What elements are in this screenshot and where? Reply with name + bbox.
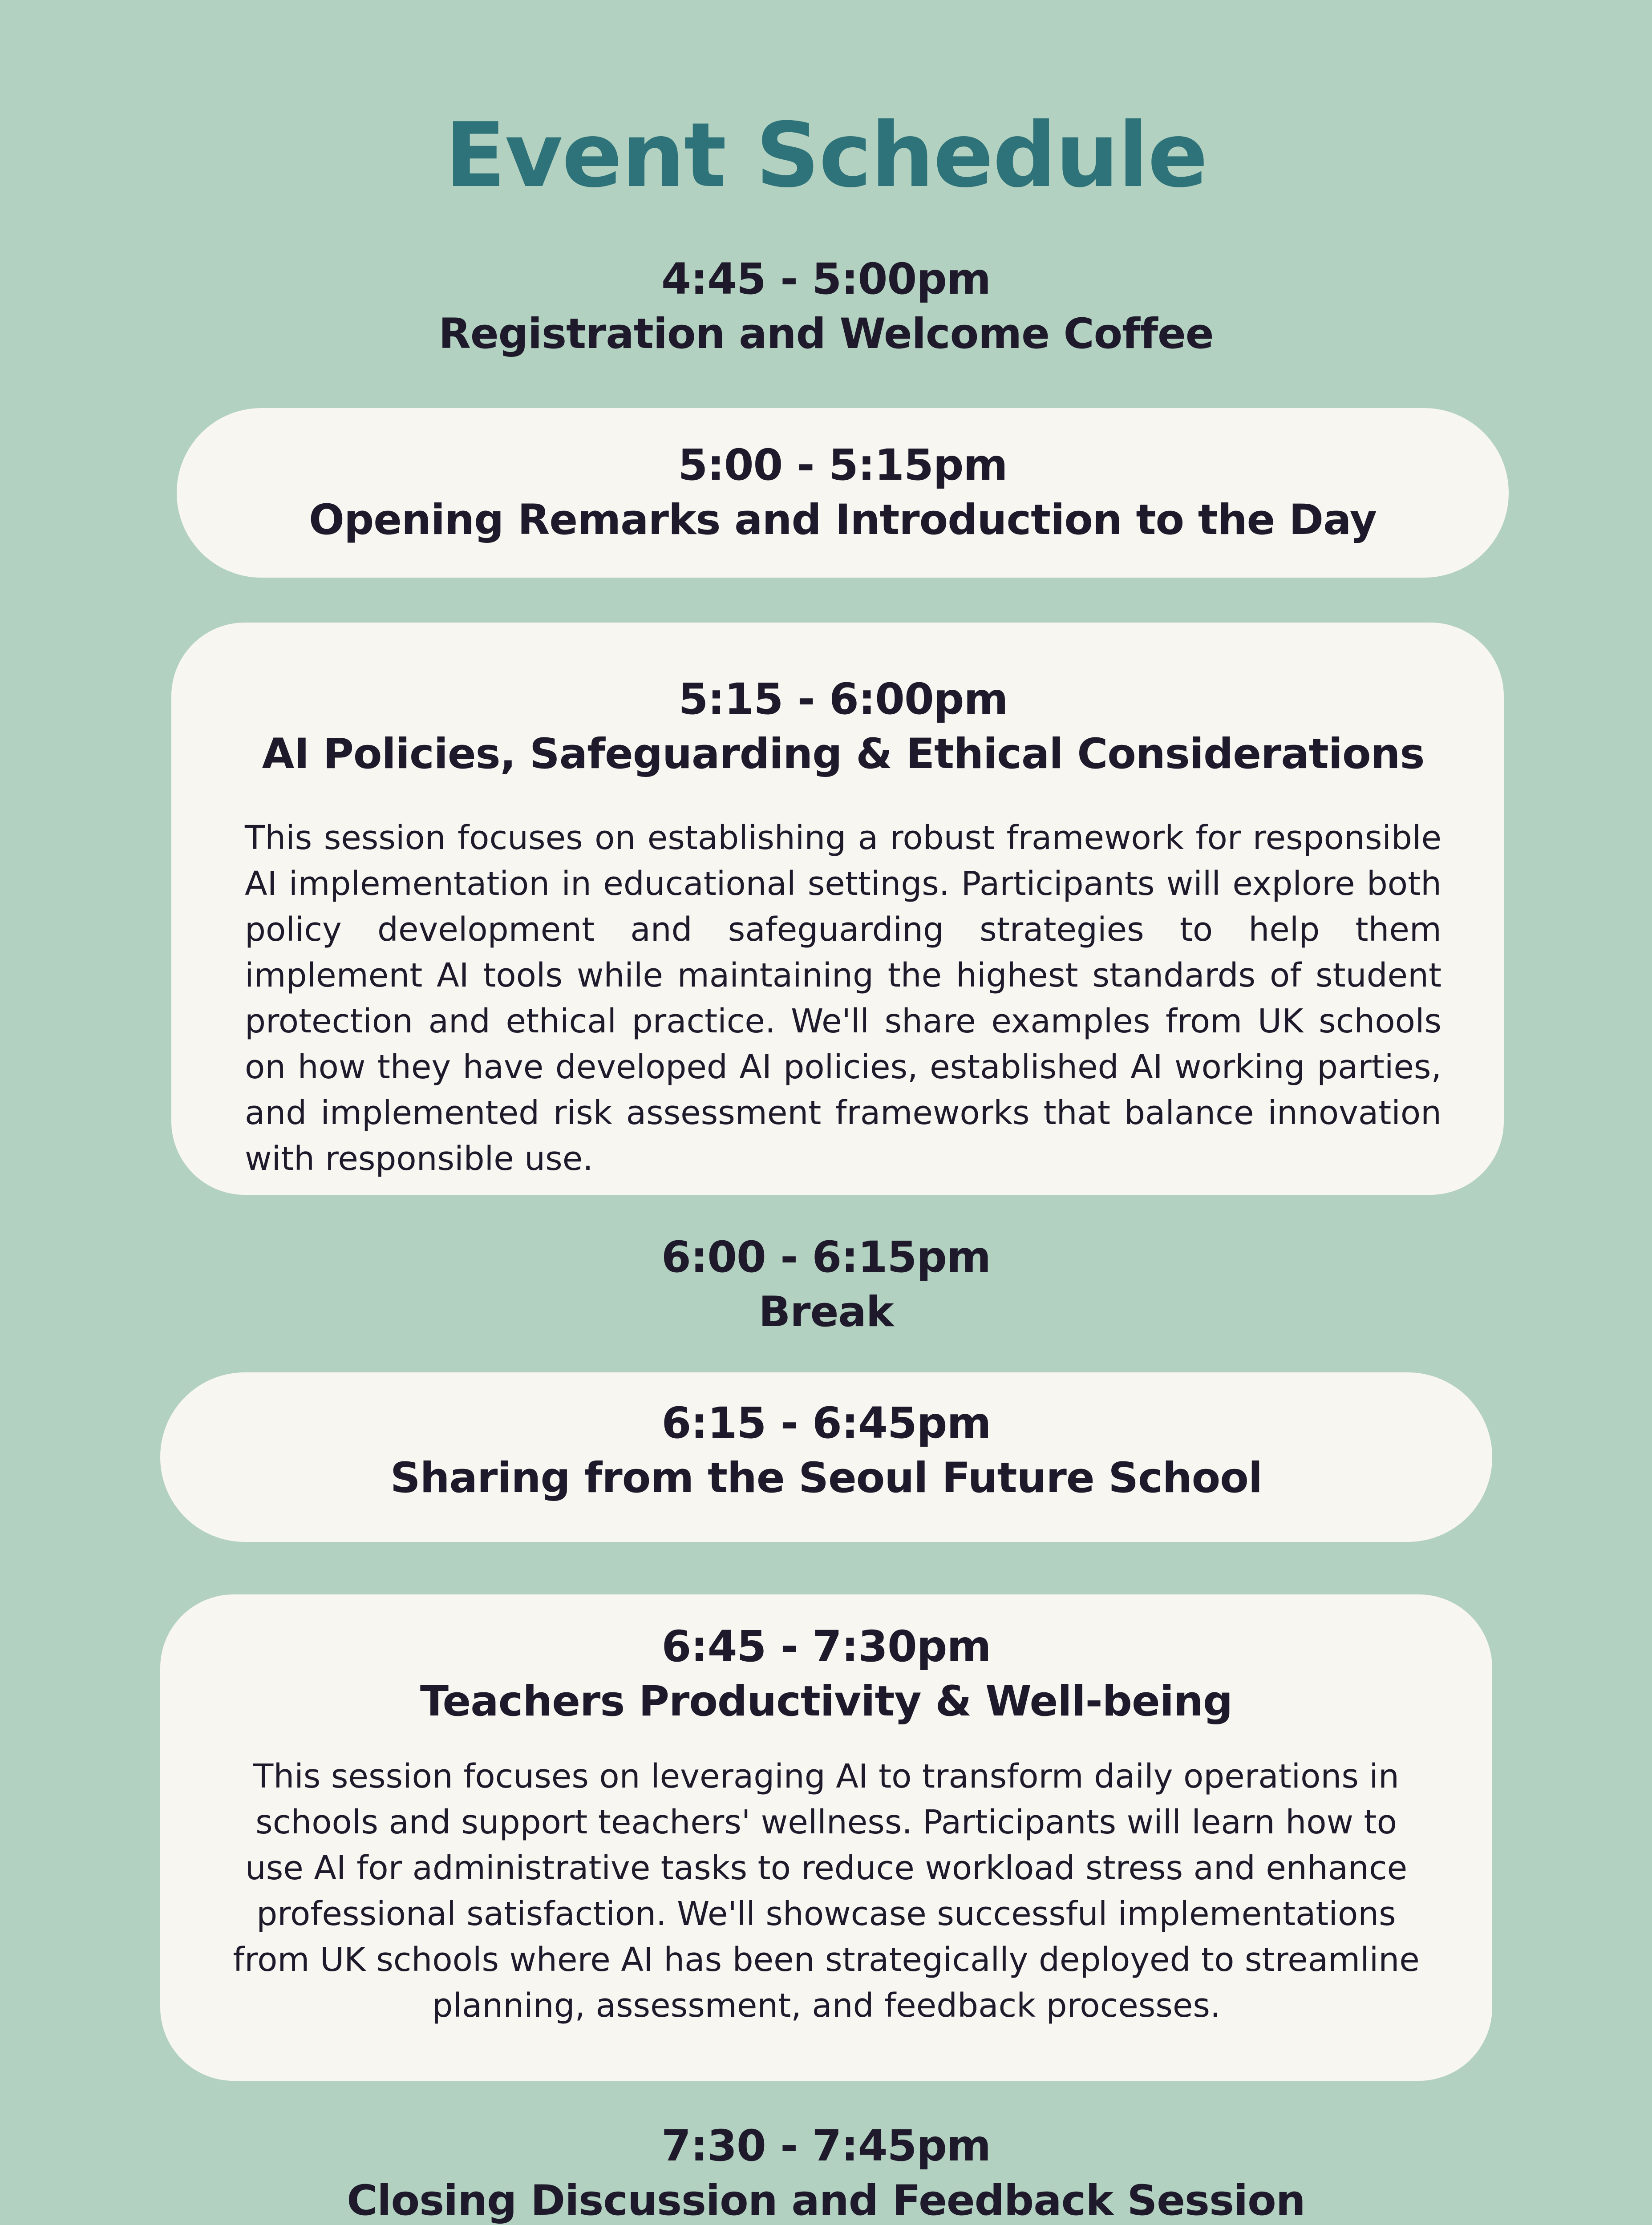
schedule-item-break: [0, 1230, 1652, 1340]
schedule-card-opening-remarks: [177, 408, 1509, 578]
schedule-item-registration: [0, 251, 1652, 362]
schedule-item-closing: [0, 2118, 1652, 2225]
schedule-time: 5:00 - 5:15pm: [678, 440, 1008, 490]
schedule-time: 7:30 - 7:45pm: [661, 2121, 991, 2171]
schedule-time: 4:45 - 5:00pm: [661, 254, 991, 304]
schedule-time: 5:15 - 6:00pm: [678, 674, 1008, 724]
schedule-title: Teachers Productivity & Well-being: [420, 1677, 1233, 1726]
schedule-title: Registration and Welcome Coffee: [438, 310, 1214, 358]
schedule-title: Sharing from the Seoul Future School: [390, 1454, 1263, 1502]
schedule-title: Closing Discussion and Feedback Session: [347, 2176, 1305, 2225]
schedule-description: This session focuses on leveraging AI to transform daily operations in schools and support teachers' wellness. Participants will learn how to use AI for administrative tasks to reduce workload stress and enhance professional satisfaction. We'll showcase successful implementations from UK schools where AI has been strategically deployed to streamline planning, assessment, and feedback processes.: [233, 1757, 1420, 2025]
schedule-time: 6:00 - 6:15pm: [661, 1232, 991, 1282]
schedule-time: 6:45 - 7:30pm: [661, 1622, 991, 1671]
schedule-title: AI Policies, Safeguarding & Ethical Considerations: [262, 730, 1425, 778]
schedule-title: Opening Remarks and Introduction to the Day: [309, 496, 1377, 544]
schedule-card-teachers-productivity: [160, 1594, 1492, 2081]
schedule-title: Break: [758, 1288, 894, 1336]
schedule-card-seoul-future-school: [160, 1372, 1492, 1542]
schedule-time: 6:15 - 6:45pm: [661, 1398, 991, 1448]
schedule-card-ai-policies: [171, 623, 1504, 1195]
page-title: Event Schedule: [445, 104, 1207, 207]
schedule-description: This session focuses on establishing a robust framework for responsible AI implementation in educational settings. Participants will explore both policy development and safeguarding strategies to help them implement AI tools while maintaining the highest standards of student protection and ethical practice. We'll share examples from UK schools on how they have developed AI policies, established AI working parties, and implemented risk assessment frameworks that balance innovation with responsible use.: [245, 819, 1441, 1178]
